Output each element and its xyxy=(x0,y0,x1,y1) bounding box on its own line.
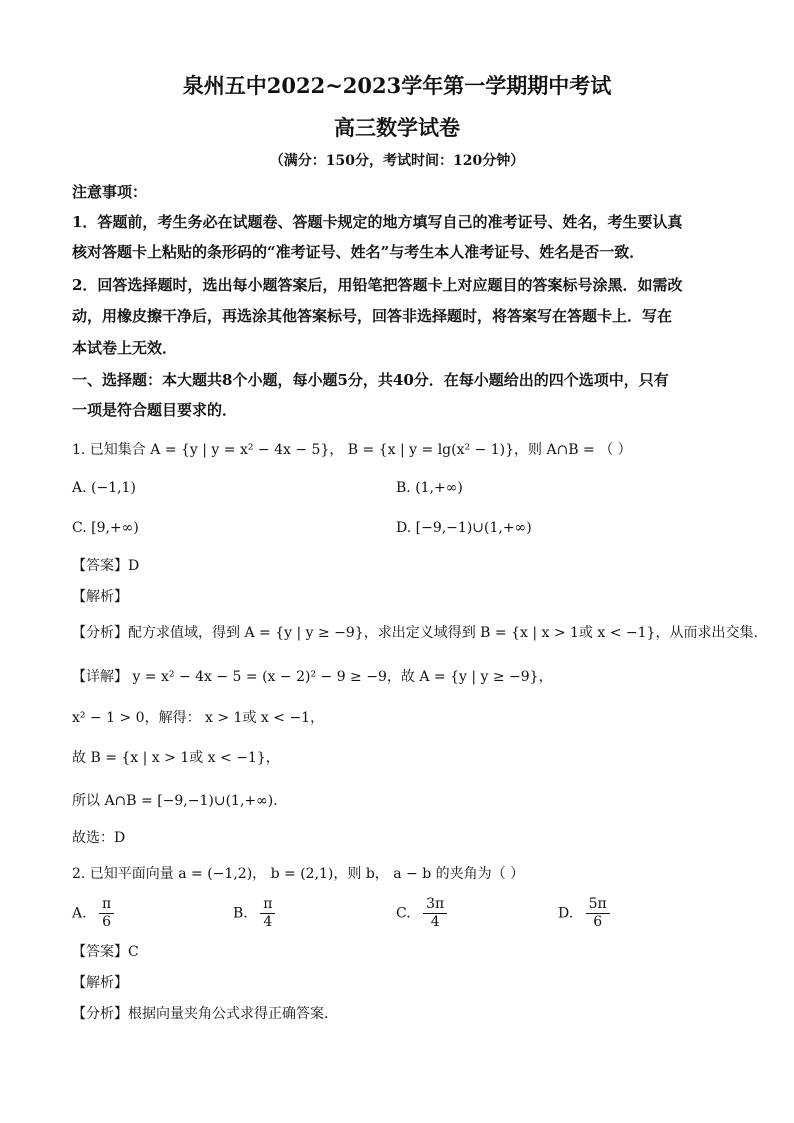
q1-detail-1: 【详解】 y = x² − 4x − 5 = (x − 2)² − 9 ≥ −9，故 A = {y | y ≥ −9}， xyxy=(72,669,553,685)
note-1-line-2: 核对答题卡上粘贴的条形码的“准考证号、姓名”与考生本人准考证号、姓名是否一致． xyxy=(72,243,645,261)
q2-option-a xyxy=(72,896,114,931)
q1-detail-3: 故 B = {x | x > 1或 x < −1}， xyxy=(72,750,280,766)
q2-option-c-numerator: 3π xyxy=(423,896,447,914)
notes-heading: 注意事项： xyxy=(72,183,148,201)
q1-option-b: B. (1,+∞) xyxy=(396,480,463,496)
q2-option-b xyxy=(233,896,275,931)
note-2-line-2: 动，用橡皮擦干净后，再选涂其他答案标号，回答非选择题时，将答案写在答题卡上．写在 xyxy=(72,307,673,325)
q1-detail-4: 所以 A∩B = [−9,−1)∪(1,+∞). xyxy=(72,793,278,809)
q2-option-b-denominator: 4 xyxy=(263,914,273,930)
q2-fenxi: 【分析】根据向量夹角公式求得正确答案. xyxy=(72,1006,329,1022)
q1-option-a: A. (−1,1) xyxy=(72,480,136,496)
q2-option-b-fraction xyxy=(260,896,275,931)
q2-option-a-numerator: π xyxy=(99,896,114,914)
q1-stem: 1. 已知集合 A = {y | y = x² − 4x − 5}， B = {x | y = lg(x² − 1)}，则 A∩B = （ ） xyxy=(72,442,632,458)
exam-info: （满分：150分，考试时间：120分钟） xyxy=(269,153,525,169)
q2-option-d-fraction xyxy=(586,896,610,931)
q2-analysis-label: 【解析】 xyxy=(72,975,128,991)
exam-subtitle: 高三数学试卷 xyxy=(334,115,460,140)
note-2-line-1: 2．回答选择题时，选出每小题答案后，用铅笔把答题卡上对应题目的答案标号涂黑．如需改 xyxy=(72,276,683,294)
q2-option-c-fraction xyxy=(423,896,447,931)
q2-option-a-fraction xyxy=(99,896,114,931)
q1-detail-2: x² − 1 > 0，解得： x > 1或 x < −1， xyxy=(72,710,325,726)
q1-option-c: C. [9,+∞) xyxy=(72,520,139,536)
note-2-line-3: 本试卷上无效． xyxy=(72,339,178,357)
q2-option-c xyxy=(396,896,447,931)
q2-option-a-denominator: 6 xyxy=(102,914,112,930)
q2-stem: 2. 已知平面向量 a = (−1,2)， b = (2,1)，则 b， a − b 的夹角为（ ） xyxy=(72,866,525,882)
q2-option-d-denominator: 6 xyxy=(593,914,603,930)
q2-option-c-label: C. xyxy=(396,905,411,922)
q2-option-a-label: A. xyxy=(72,905,87,922)
q2-answer: 【答案】C xyxy=(72,944,139,960)
section-1-line-1: 一、选择题：本大题共8个小题，每小题5分，共40分．在每小题给出的四个选项中，只有 xyxy=(72,371,669,389)
q2-option-d-label: D. xyxy=(558,905,574,922)
q1-answer: 【答案】D xyxy=(72,558,140,574)
q2-option-c-denominator: 4 xyxy=(430,914,440,930)
q2-option-b-numerator: π xyxy=(260,896,275,914)
q1-choice: 故选：D xyxy=(72,830,126,846)
section-1-line-2: 一项是符合题目要求的． xyxy=(72,401,238,419)
note-1-line-1: 1．答题前，考生务必在试题卷、答题卡规定的地方填写自己的准考证号、姓名，考生要认真 xyxy=(72,213,683,231)
q1-fenxi: 【分析】配方求值域，得到 A = {y | y ≥ −9}，求出定义域得到 B = {x | x > 1或 x < −1}，从而求出交集. xyxy=(72,625,758,641)
q1-option-d: D. [−9,−1)∪(1,+∞) xyxy=(396,520,532,536)
q2-option-d-numerator: 5π xyxy=(586,896,610,914)
exam-title: 泉州五中2022~2023学年第一学期期中考试 xyxy=(182,73,612,98)
q2-option-b-label: B. xyxy=(233,905,248,922)
q2-option-d xyxy=(558,896,610,931)
q1-analysis-label: 【解析】 xyxy=(72,589,128,605)
